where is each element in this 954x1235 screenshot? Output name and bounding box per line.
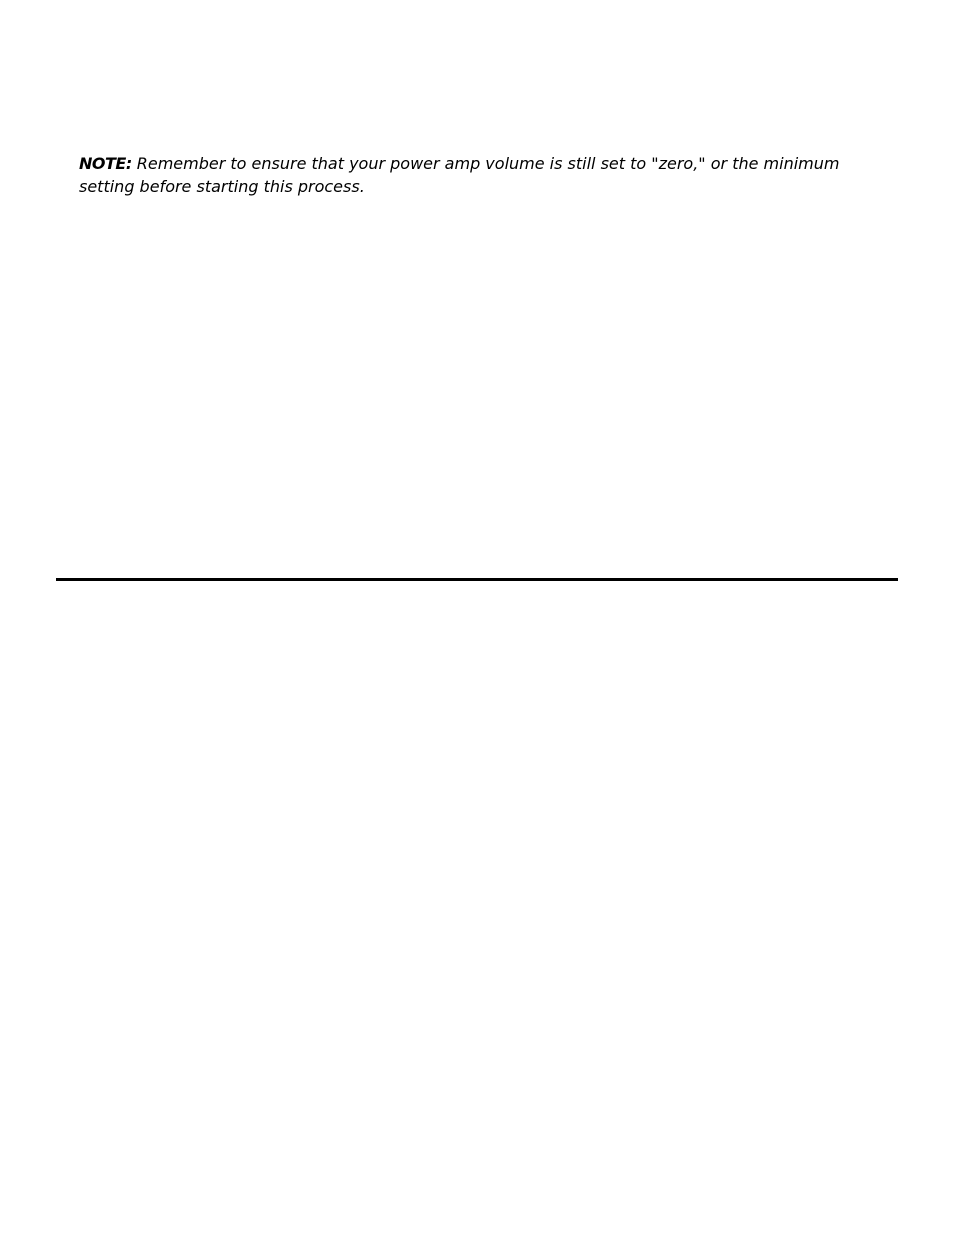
note-label: NOTE: (79, 154, 132, 173)
section-divider (56, 578, 898, 581)
note-paragraph (79, 152, 849, 198)
note-text: Remember to ensure that your power amp volume is still set to "zero," or the minimum setting before starting this process. (79, 154, 840, 196)
